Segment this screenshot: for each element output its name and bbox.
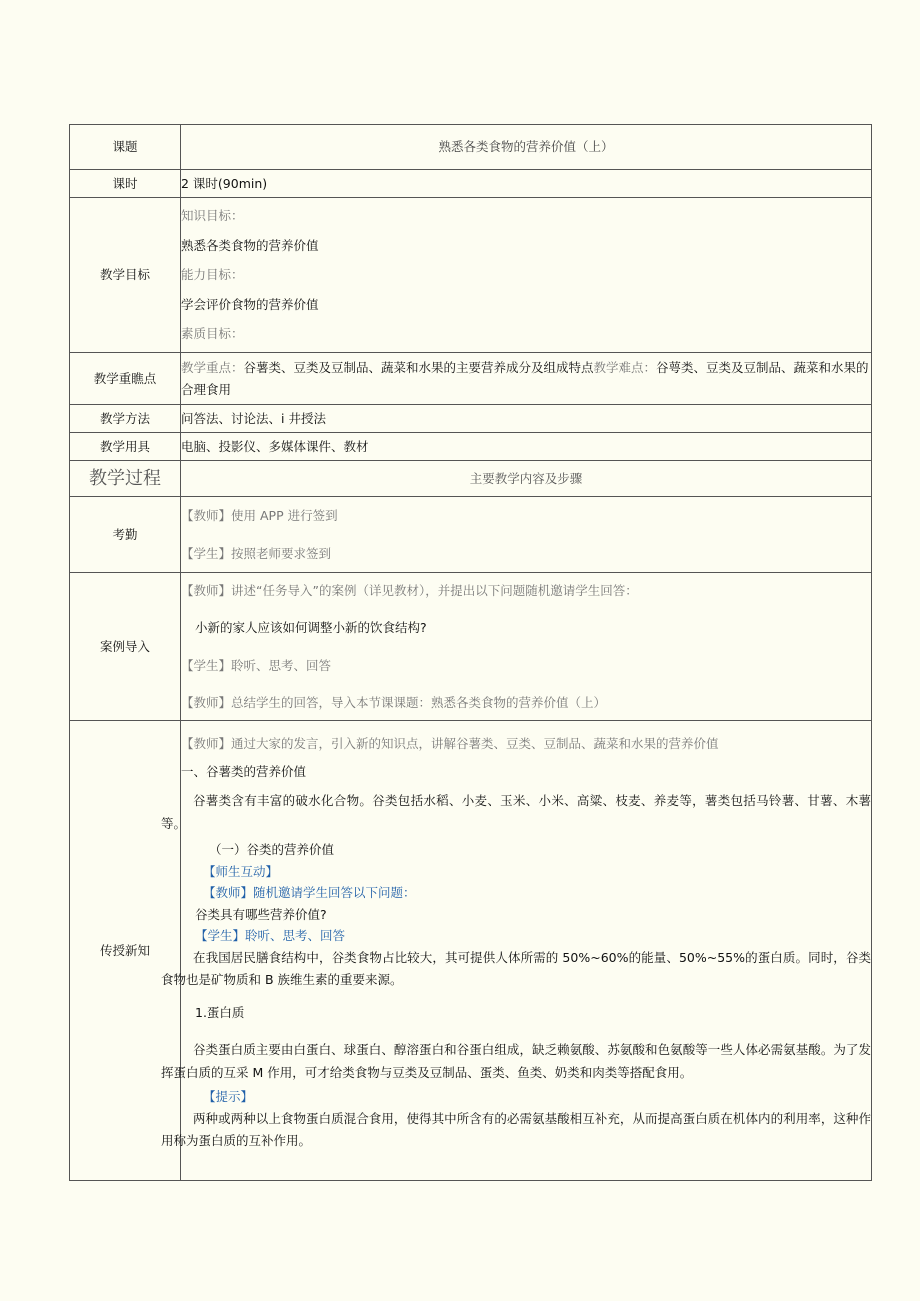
method-label: 教学方法 <box>70 405 181 433</box>
tip-paragraph: 两种或两种以上食物蛋白质混合食用，使得其中所含有的必需氨基酸相互补充，从而提高蛋白质在机体内的利用率，这种作用称为蛋白质的互补作用。 <box>161 1110 871 1148</box>
hours-value: 2 课时(90min) <box>181 170 872 198</box>
grains-intro: 谷薯类含有丰富的破水化合物。谷类包括水稻、小麦、玉米、小米、高粱、枝麦、养麦等，薯类包括马铃薯、甘薯、木薯等。 <box>161 793 871 831</box>
new-knowledge-content <box>161 721 872 1181</box>
row-case <box>70 573 872 721</box>
new-knowledge-label: 传授新知 <box>70 721 181 1181</box>
process-header-label: 教学过程 <box>70 461 181 497</box>
row-method <box>70 405 872 433</box>
case-teacher-summary: 【教师】总结学生的回答，导入本节课课题：熟悉各类食物的营养价值（上） <box>181 695 607 710</box>
row-process-header <box>70 461 872 497</box>
subsection-heading: （一）谷类的营养价值 <box>209 842 335 857</box>
topic-label: 课题 <box>70 125 181 170</box>
key-point-label: 教学重点： <box>181 359 244 375</box>
grains-question: 谷类具有哪些营养价值? <box>195 906 327 922</box>
method-value: 问答法、讨论法、i 井授法 <box>181 405 872 433</box>
goals-content <box>181 198 872 353</box>
attendance-label: 考勤 <box>70 497 181 573</box>
topic-title: 熟悉各类食物的营养价值（上） <box>181 125 872 170</box>
protein-heading: 1.蛋白质 <box>195 1004 245 1020</box>
ability-goal-label: 能力目标： <box>181 267 244 283</box>
case-question: 小新的家人应该如何调整小新的饮食结构? <box>195 620 427 635</box>
interaction-label: 【师生互动】 <box>203 863 279 879</box>
process-header-title: 主要教学内容及步骤 <box>181 461 872 497</box>
tip-label: 【提示】 <box>203 1089 254 1104</box>
row-keys <box>70 353 872 405</box>
quality-goal-label: 素质目标： <box>181 326 244 342</box>
row-topic <box>70 125 872 170</box>
row-attendance <box>70 497 872 573</box>
keys-label: 教学重瞧点 <box>70 353 181 405</box>
attendance-content <box>181 497 872 573</box>
lesson-plan-table <box>69 124 872 1181</box>
row-hours <box>70 170 872 198</box>
student-response: 【学生】聆听、思考、回答 <box>195 928 346 943</box>
knowledge-goal: 熟悉各类食物的营养价值 <box>181 237 319 253</box>
case-content <box>181 573 872 721</box>
attendance-teacher: 【教师】使用 APP 进行签到 <box>181 508 338 523</box>
case-teacher-intro: 【教师】讲述“任务导入”的案例（详见教材），并提出以下问题随机邀请学生回答： <box>181 582 638 598</box>
case-label: 案例导入 <box>70 573 181 721</box>
ability-goal: 学会评价食物的营养价值 <box>181 296 319 312</box>
difficulty-text: 谷萼类、豆类及豆制品、蔬菜和水果的合理食用 <box>181 359 869 397</box>
keys-content <box>181 353 872 405</box>
tools-label: 教学用具 <box>70 433 181 461</box>
row-goals <box>70 198 872 353</box>
goals-label: 教学目标 <box>70 198 181 353</box>
grains-paragraph: 在我国居民膳食结构中，谷类食物占比较大，其可提供人体所需的 50%~60%的能量、50%~55%的蛋白质。同时，谷类食物也是矿物质和 B 族维生素的重要来源。 <box>161 949 871 987</box>
case-student: 【学生】聆听、思考、回答 <box>181 657 332 673</box>
knowledge-goal-label: 知识目标： <box>181 208 244 224</box>
row-new-knowledge <box>70 721 872 1181</box>
attendance-student: 【学生】按照老师要求签到 <box>181 545 332 561</box>
hours-label: 课时 <box>70 170 181 198</box>
new-teacher-intro: 【教师】通过大家的发言，引入新的知识点，讲解谷薯类、豆类、豆制品、蔬菜和水果的营养价值 <box>181 736 719 751</box>
section-heading: 一、谷薯类的营养价值 <box>181 763 307 779</box>
tools-value: 电脑、投影仪、多媒体课件、教材 <box>181 433 872 461</box>
row-tools <box>70 433 872 461</box>
key-point-text: 谷薯类、豆类及豆制品、蔬菜和水果的主要营养成分及组成特点 <box>243 359 594 375</box>
teacher-question-prompt: 【教师】随机邀请学生回答以下问题： <box>203 885 416 900</box>
difficulty-label: 教学难点： <box>593 359 657 375</box>
protein-paragraph: 谷类蛋白质主要由白蛋白、球蛋白、醇溶蛋白和谷蛋白组成，缺乏赖氨酸、苏氨酸和色氨酸等一些人体必需氨基酸。为了发挥蛋白质的互采 M 作用，可才给类食物与豆类及豆制品、蛋类、鱼类、奶类和肉类等搭配食用。 <box>161 1042 871 1080</box>
